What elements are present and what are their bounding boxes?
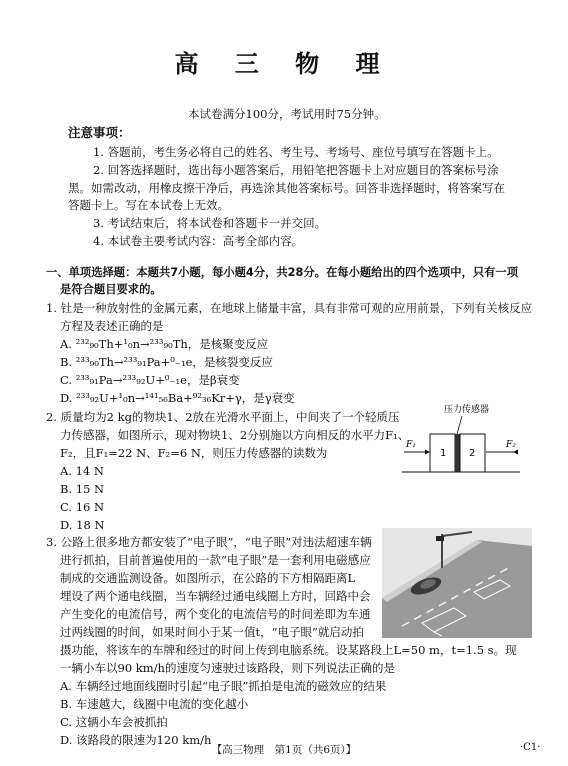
- q1-option-c: C. ²³³₉₁Pa→²³³₉₂U+⁰₋₁e，是β衰变: [60, 373, 240, 387]
- q2-stem-line-2: 力传感器，如图所示，现对物块1、2分别施以方向相反的水平力F₁、: [60, 428, 410, 442]
- q3-stem-line-7: 摄功能，将该车的车牌和经过的时间上传到电脑系统。设某路段上L=50 m，t=1.5 s。现: [60, 643, 517, 657]
- q3-road-illustration: [382, 528, 532, 638]
- section-heading-line-2: 是符合题目要求的。: [60, 283, 162, 296]
- notice-line-5: 3. 考试结束后，将本试卷和答题卡一并交回。: [93, 216, 327, 230]
- notice-line-2: 2. 回答选择题时，选出每小题答案后，用铅笔把答题卡上对应题目的答案标号涂: [93, 163, 499, 177]
- camera-icon: [436, 536, 444, 541]
- block-1-label: 1: [440, 448, 447, 459]
- q2-option-c: C. 16 N: [60, 500, 105, 514]
- q3-stem-line-2: 进行抓拍，目前普遍使用的一款“电子眼”是一套利用电磁感应: [60, 553, 371, 567]
- q3-stem-line-8: 一辆小车以90 km/h的速度匀速驶过该路段，则下列说法正确的是: [60, 661, 395, 675]
- pressure-sensor: [455, 434, 460, 472]
- section-heading-line-1: 一、单项选择题：本题共7小题，每小题4分，共28分。在每小题给出的四个选项中，只有一项: [46, 266, 519, 279]
- q1-stem-line-1: 1. 钍是一种放射性的金属元素，在地球上储量丰富，具有非常可观的应用前景，下列有关核反应: [46, 301, 533, 315]
- q2-stem-line-3: F₂，且F₁=22 N、F₂=6 N，则压力传感器的读数为: [60, 446, 328, 460]
- q1-option-b: B. ²³³₉₀Th→²³³₉₁Pa+⁰₋₁e，是核裂变反应: [60, 355, 273, 369]
- force-f2-arrowhead: [513, 450, 518, 455]
- q2-option-d: D. 18 N: [60, 518, 105, 532]
- q1-option-d: D. ²³³₉₂U+¹₀n→¹⁴¹₅₆Ba+⁹²₃₆Kr+γ，是γ衰变: [60, 391, 295, 405]
- block-2-label: 2: [469, 448, 476, 459]
- q1-option-a: A. ²³²₉₀Th+¹₀n→²³³₉₀Th，是核聚变反应: [60, 337, 269, 351]
- notice-line-3: 黑。如需改动，用橡皮擦干净后，再选涂其他答案标号。回答非选择题时，将答案写在: [68, 181, 505, 195]
- q3-option-c: C. 这辆小车会被抓拍: [60, 715, 168, 729]
- q2-force-diagram: [400, 400, 525, 490]
- q3-stem-line-5: 产生变化的电流信号，两个变化的电流信号的时间差即为车通: [60, 607, 371, 621]
- q3-stem-line-1: 3. 公路上很多地方都安装了“电子眼”，“电子眼”对违法超速车辆: [46, 535, 372, 549]
- q3-stem-line-6: 过两线圈的时间，如果时间小于某一值t，“电子眼”就启动拍: [60, 625, 364, 639]
- notice-line-6: 4. 本试卷主要考试内容：高考全部内容。: [93, 234, 304, 248]
- q1-stem-line-2: 方程及表述正确的是: [60, 319, 164, 333]
- page-title: 高 三 物 理: [174, 50, 394, 78]
- notice-heading: 注意事项：: [68, 125, 131, 140]
- force-f2-label: F₂: [506, 440, 516, 450]
- force-f1-arrowhead: [425, 450, 430, 455]
- q3-option-b: B. 车速越大，线圈中电流的变化越小: [60, 697, 249, 711]
- q3-stem-line-3: 制成的交通监测设备。如图所示，在公路的下方相隔距离L: [60, 571, 356, 585]
- q3-stem-line-4: 埋设了两个通电线圈，当车辆经过通电线圈上方时，回路中会: [60, 589, 371, 603]
- footer-code: ·C1·: [520, 742, 541, 753]
- sensor-label: 压力传感器: [444, 405, 490, 415]
- q2-stem-line-1: 2. 质量均为2 kg的物块1、2放在光滑水平面上，中间夹了一个轻质压: [46, 410, 400, 424]
- notice-line-1: 1. 答题前，考生务必将自己的姓名、考生号、考场号、座位号填写在答题卡上。: [93, 145, 499, 159]
- q2-option-b: B. 15 N: [60, 482, 105, 496]
- force-f1-label: F₁: [406, 440, 416, 450]
- notice-line-4: 答题卡上。写在本试卷上无效。: [68, 198, 229, 212]
- sensor-pointer-line: [457, 416, 462, 434]
- q2-option-a: A. 14 N: [60, 464, 104, 478]
- q3-option-a: A. 车辆经过地面线圈时引起“电子眼”抓拍是电流的磁效应的结果: [60, 679, 387, 693]
- q3-option-d: D. 该路段的限速为120 km/h: [60, 733, 212, 747]
- page-footer: 【高三物理 第1页（共6页）】: [211, 744, 357, 756]
- exam-intro: 本试卷满分100分，考试用时75分钟。: [188, 107, 386, 121]
